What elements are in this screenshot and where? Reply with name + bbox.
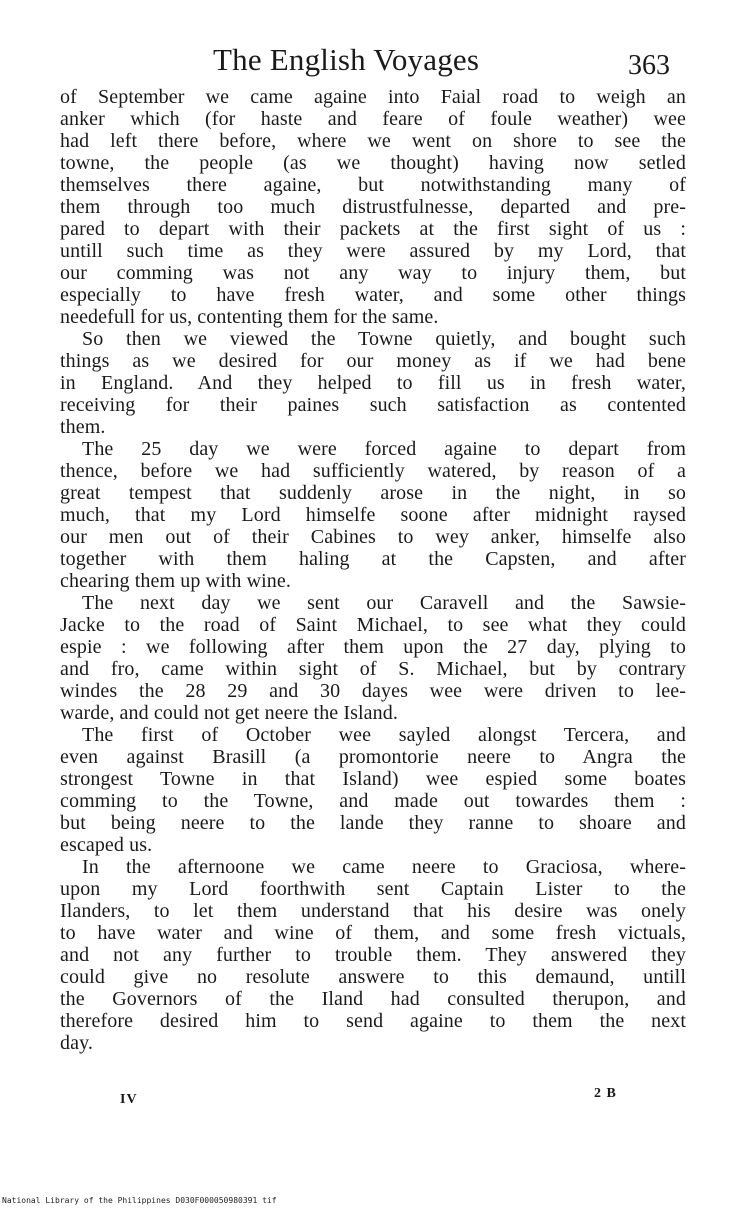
text-line: In the afternoone we came neere to Graciosa, where- [82,856,686,878]
paragraph [60,724,686,856]
text-line: The first of October wee sayled alongst Tercera, and [82,724,686,746]
text-line: pared to depart with their packets at the first sight of us : [60,218,686,240]
text-line: upon my Lord foorthwith sent Captain Lister to the [60,878,686,900]
text-line: even against Brasill (a promontorie neere to Angra the [60,746,686,768]
text-line: but being neere to the lande they ranne to shoare and [60,812,686,834]
text-line: themselves there againe, but notwithstanding many of [60,174,686,196]
body-text [60,86,686,1054]
text-line: and fro, came within sight of S. Michael, but by contrary [60,658,686,680]
text-line: and not any further to trouble them. They answered they [60,944,686,966]
text-line: escaped us. [60,834,153,856]
page-number: 363 [628,50,670,81]
paragraph [60,856,686,1054]
text-line: towne, the people (as we thought) having now setled [60,152,686,174]
text-line: therefore desired him to send againe to them the next [60,1010,686,1032]
text-line: them. [60,416,106,438]
text-line: The 25 day we were forced againe to depart from [82,438,686,460]
text-line: of September we came againe into Faial road to weigh an [60,86,686,108]
gathering-signature: 2 B [594,1086,617,1101]
text-line: our men out of their Cabines to wey anker, himselfe also [60,526,686,548]
text-line: untill such time as they were assured by my Lord, that [60,240,686,262]
text-line: the Governors of the Iland had consulted therupon, and [60,988,686,1010]
paragraph [60,328,686,438]
text-line: comming to the Towne, and made out towardes them : [60,790,686,812]
paragraph [60,592,686,724]
text-line: thence, before we had sufficiently watered, by reason of a [60,460,686,482]
text-line: espie : we following after them upon the 27 day, plying to [60,636,686,658]
text-line: anker which (for haste and feare of foule weather) wee [60,108,686,130]
text-line: Ilanders, to let them understand that his desire was onely [60,900,686,922]
text-line: together with them haling at the Capsten, and after [60,548,686,570]
text-line: could give no resolute answere to this demaund, untill [60,966,686,988]
text-line: our comming was not any way to injury them, but [60,262,686,284]
paragraph [60,438,686,592]
text-line: things as we desired for our money as if we had bene [60,350,686,372]
page-title: The English Voyages [213,42,480,77]
text-line: windes the 28 29 and 30 dayes wee were driven to lee- [60,680,686,702]
text-line: great tempest that suddenly arose in the night, in so [60,482,686,504]
text-line: needefull for us, contenting them for the same. [60,306,439,328]
text-line: especially to have fresh water, and some other things [60,284,686,306]
text-line: chearing them up with wine. [60,570,291,592]
page-footer [0,1086,748,1116]
text-line: warde, and could not get neere the Island. [60,702,398,724]
text-line: much, that my Lord himselfe soone after midnight raysed [60,504,686,526]
text-line: had left there before, where we went on shore to see the [60,130,686,152]
text-line: So then we viewed the Towne quietly, and bought such [82,328,686,350]
text-line: The next day we sent our Caravell and the Sawsie- [82,592,686,614]
text-line: Jacke to the road of Saint Michael, to see what they could [60,614,686,636]
text-line: to have water and wine of them, and some fresh victuals, [60,922,686,944]
paragraph [60,86,686,328]
text-line: day. [60,1032,93,1054]
volume-signature: IV [120,1092,138,1107]
scan-label: National Library of the Philippines D030F000050980391 tif [2,1196,277,1205]
running-head [0,40,748,84]
text-line: strongest Towne in that Island) wee espied some boates [60,768,686,790]
text-line: them through too much distrustfulnesse, departed and pre- [60,196,686,218]
text-line: in England. And they helped to fill us in fresh water, [60,372,686,394]
text-line: receiving for their paines such satisfaction as contented [60,394,686,416]
